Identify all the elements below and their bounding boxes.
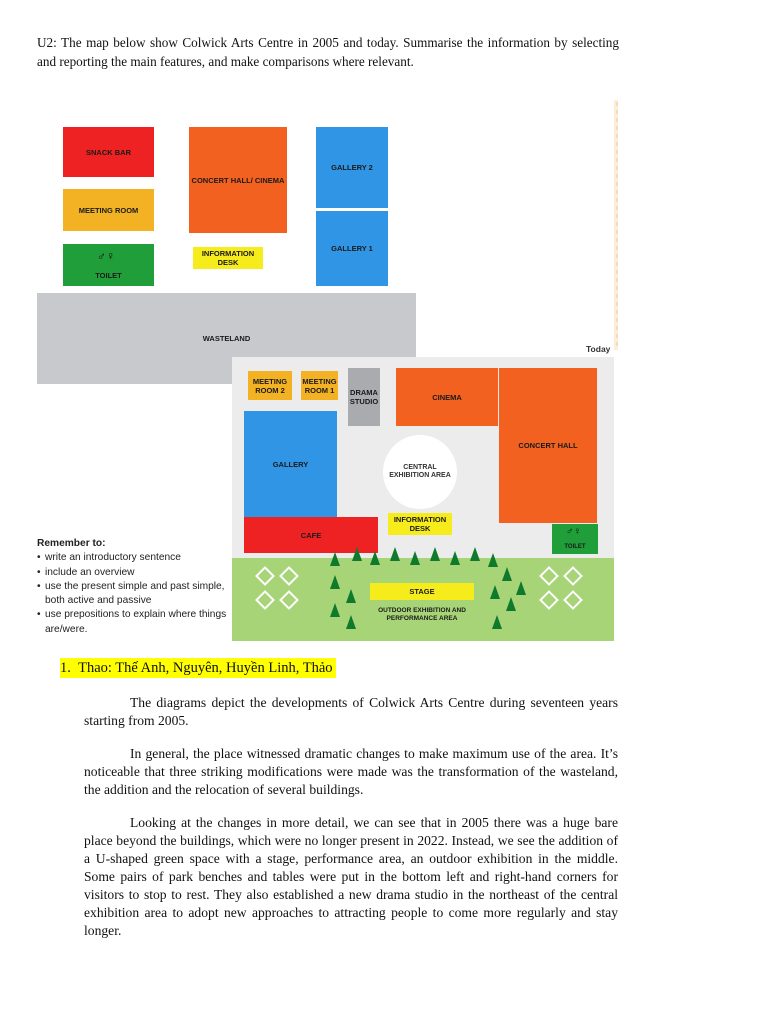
meeting-room-1: MEETING ROOM 1 xyxy=(301,371,338,400)
tree-icon xyxy=(330,603,340,617)
toilet-today xyxy=(552,524,598,554)
tree-icon xyxy=(410,551,420,565)
essay-paragraph: Looking at the changes in more detail, we can see that in 2005 there was a huge bare place beyond the buildings, which were no longer present in 2022. Instead, we see the addition of a U-shaped green space with a stage, performance area, an outdoor exhibition in the middle. Some pairs of park benches and tables were put in the bottom left and right-hand corners for visitors to stop to rest. They also established a new drama studio in the northeast of the central exhibition area to adopt new approaches to attracting people to come more regularly and stay longer. xyxy=(84,815,618,938)
information-desk-2005: INFORMATION DESK xyxy=(193,247,263,269)
tree-icon xyxy=(430,547,440,561)
map-figure xyxy=(37,100,614,641)
tree-icon xyxy=(450,551,460,565)
gallery-2: GALLERY 2 xyxy=(316,127,388,208)
cafe: CAFE xyxy=(244,517,378,553)
tree-icon xyxy=(346,589,356,603)
tree-icon xyxy=(502,567,512,581)
toilet-label: TOILET xyxy=(95,271,122,280)
meeting-room: MEETING ROOM xyxy=(63,189,154,231)
tree-icon xyxy=(346,615,356,629)
information-desk-today: INFORMATION DESK xyxy=(388,513,452,535)
remember-item: • include an overview xyxy=(37,566,237,580)
concert-hall: CONCERT HALL xyxy=(499,368,597,523)
cinema: CINEMA xyxy=(396,368,498,426)
toilet-2005 xyxy=(63,244,154,286)
tree-icon xyxy=(488,553,498,567)
gallery-1: GALLERY 1 xyxy=(316,211,388,286)
map-today xyxy=(232,357,614,641)
essay-paragraph: In general, the place witnessed dramatic changes to make maximum use of the area. It’s noticeable that three striking modifications were made was the transformation of the wasteland, the addition and the relocation of several buildings. xyxy=(84,746,618,797)
outdoor-exhibition-label: OUTDOOR EXHIBITION AND PERFORMANCE AREA xyxy=(378,607,466,622)
tree-icon xyxy=(330,552,340,566)
remember-item: • write an introductory sentence xyxy=(37,551,237,565)
tree-icon xyxy=(470,547,480,561)
gallery: GALLERY xyxy=(244,411,337,517)
essay-paragraph: The diagrams depict the developments of Colwick Arts Centre during seventeen years starting from 2005. xyxy=(84,695,618,728)
tree-icon xyxy=(490,585,500,599)
tree-icon xyxy=(492,615,502,629)
today-label: Today xyxy=(586,344,611,354)
concert-hall-cinema: CONCERT HALL/ CINEMA xyxy=(189,127,287,233)
toilet-icon: ♂♀ xyxy=(97,249,115,263)
stage: STAGE xyxy=(370,583,474,600)
remember-item: • use the present simple and past simple, both active and passive xyxy=(37,580,237,609)
tree-icon xyxy=(330,575,340,589)
tree-icon xyxy=(390,547,400,561)
toilet-icon: ♂♀ xyxy=(566,526,581,537)
remember-list xyxy=(37,551,237,637)
remember-title: Remember to: xyxy=(37,538,106,549)
wasteland: WASTELAND xyxy=(37,293,416,384)
task-prompt: U2: The map below show Colwick Arts Centre in 2005 and today. Summarise the information by selecting and reporting the main features, and make comparisons where relevant. xyxy=(37,35,619,69)
tree-icon xyxy=(370,551,380,565)
tree-icon xyxy=(516,581,526,595)
toilet-label: TOILET xyxy=(564,544,586,550)
tree-icon xyxy=(506,597,516,611)
snack-bar: SNACK BAR xyxy=(63,127,154,177)
map-2005 xyxy=(37,100,416,384)
tree-icon xyxy=(352,547,362,561)
essay-body xyxy=(84,694,618,955)
remember-box xyxy=(37,537,237,637)
meeting-room-2: MEETING ROOM 2 xyxy=(248,371,292,400)
remember-item: • use prepositions to explain where things are/were. xyxy=(37,608,237,637)
central-exhibition-area: CENTRAL EXHIBITION AREA xyxy=(383,435,457,509)
group-heading: 1. Thao: Thế Anh, Nguyên, Huyền Linh, Thảo xyxy=(60,658,336,678)
drama-studio: DRAMA STUDIO xyxy=(348,368,380,426)
